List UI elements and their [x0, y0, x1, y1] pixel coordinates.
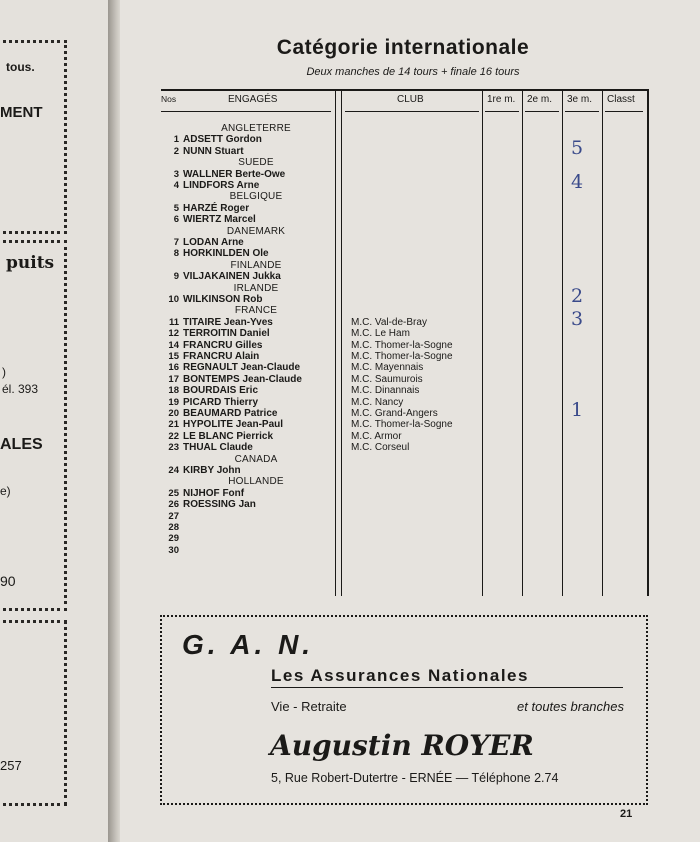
left-text: tous. [6, 60, 35, 74]
rider-number: 5 [173, 202, 179, 214]
rider-name: VILJAKAINEN Jukka [183, 271, 281, 283]
column-header: Classt [607, 94, 635, 105]
rider-number: 4 [173, 180, 179, 191]
country-label: IRLANDE [233, 282, 279, 294]
column-divider [522, 91, 523, 596]
handwritten-mark: 2 [571, 285, 584, 307]
rider-club: M.C. Saumurois [351, 373, 423, 385]
entries-table [161, 89, 649, 596]
country-label: SUEDE [238, 157, 274, 169]
rider-club: M.C. Val-de-Bray [351, 316, 427, 328]
rider-number: 9 [173, 271, 179, 283]
rider-number: 25 [168, 487, 179, 499]
rider-number: 27 [168, 510, 179, 522]
rider-name: TITAIRE Jean-Yves [183, 316, 273, 328]
left-text: él. 393 [2, 382, 39, 396]
ad-brand: G. A. N. [182, 629, 315, 660]
rider-club: M.C. Mayennais [351, 362, 424, 374]
column-header: CLUB [397, 94, 424, 105]
gan-advertisement [160, 615, 648, 805]
rider-number: 1 [173, 134, 179, 146]
country-label: CANADA [234, 453, 278, 465]
ad-agent-name: Augustin ROYER [270, 729, 534, 762]
ad-products: Vie - Retraite [271, 699, 347, 714]
ad-address: 5, Rue Robert-Dutertre - ERNÉE — Téléphone 2.74 [271, 771, 559, 785]
left-text: ) [2, 365, 6, 379]
rider-name: ADSETT Gordon [183, 134, 262, 146]
header-rule [525, 111, 559, 112]
right-page [120, 0, 700, 842]
rider-name: THUAL Claude [183, 442, 253, 454]
column-header: 2e m. [527, 94, 553, 105]
rider-name: HYPOLITE Jean-Paul [183, 419, 284, 431]
column-header: 3e m. [567, 94, 593, 105]
left-text: MENT [0, 104, 43, 121]
rider-number: 10 [168, 294, 179, 305]
rider-name: WALLNER Berte-Owe [183, 168, 286, 180]
rider-name: REGNAULT Jean-Claude [183, 362, 301, 374]
column-divider [562, 91, 563, 596]
rider-name: BONTEMPS Jean-Claude [183, 373, 302, 385]
column-header: 1re m. [487, 94, 516, 105]
left-ad-frame-bottom [0, 620, 67, 806]
rider-club: M.C. Le Ham [351, 328, 410, 340]
rider-name: LODAN Arne [183, 237, 244, 248]
header-rule [485, 111, 519, 112]
rider-number: 18 [168, 385, 179, 397]
rider-name: PICARD Thierry [183, 396, 259, 408]
rider-club: M.C. Corseul [351, 442, 410, 454]
rider-number: 6 [173, 214, 179, 226]
rider-name: LINDFORS Arne [183, 180, 260, 191]
handwritten-mark: 3 [571, 307, 584, 330]
rider-name: BEAUMARD Patrice [183, 408, 278, 419]
country-label: FRANCE [234, 305, 278, 317]
rider-name: FRANCRU Gilles [183, 339, 263, 351]
rider-number: 15 [168, 351, 179, 362]
left-text: ALES [0, 436, 43, 453]
rider-club: M.C. Thomer-la-Sogne [351, 419, 453, 431]
rider-club: M.C. Nancy [351, 396, 404, 408]
rider-name: HARZÉ Roger [183, 202, 250, 214]
rider-name: NIJHOF Fonf [183, 487, 245, 499]
left-page [0, 0, 112, 842]
rider-number: 30 [168, 544, 179, 556]
rider-number: 3 [173, 168, 179, 180]
ad-branches: et toutes branches [517, 699, 624, 714]
left-text: 90 [0, 573, 16, 589]
rider-name: LE BLANC Pierrick [183, 430, 274, 442]
country-label: DANEMARK [226, 225, 286, 237]
rider-number: 24 [168, 465, 179, 476]
rider-number: 23 [168, 442, 179, 454]
country-label: FINLANDE [230, 259, 282, 271]
rider-club: M.C. Armor [351, 430, 402, 442]
handwritten-mark: 4 [571, 171, 584, 193]
header-rule [161, 111, 331, 112]
rider-number: 17 [168, 373, 179, 385]
header-rule [565, 111, 599, 112]
rider-club: M.C. Thomer-la-Sogne [351, 351, 453, 362]
rider-number: 22 [168, 430, 179, 442]
page-title: Catégorie internationale [276, 36, 530, 59]
rider-number: 8 [173, 248, 179, 260]
rider-name: HORKINLDEN Ole [183, 248, 269, 260]
rider-name: ROESSING Jan [183, 499, 256, 511]
rider-number: 29 [168, 533, 179, 545]
left-text: e) [0, 484, 11, 498]
rider-name: NUNN Stuart [183, 145, 244, 157]
country-label: ANGLETERRE [221, 123, 291, 134]
rider-club: M.C. Grand-Angers [351, 408, 438, 419]
handwritten-mark: 5 [571, 136, 584, 159]
column-header: Nos [161, 94, 177, 104]
handwritten-mark: 1 [571, 399, 584, 421]
rider-number: 16 [168, 362, 179, 374]
column-divider [602, 91, 603, 596]
country-label: HOLLANDE [228, 476, 284, 488]
rider-number: 2 [173, 145, 179, 157]
rider-club: M.C. Dinannais [351, 385, 420, 397]
column-divider [482, 91, 483, 596]
column-header: ENGAGÉS [228, 94, 278, 105]
rider-name: BOURDAIS Eric [183, 385, 259, 397]
rider-number: 26 [168, 499, 179, 511]
rider-number: 20 [168, 408, 179, 419]
left-text: puits [6, 253, 55, 273]
page-number: 21 [620, 808, 633, 820]
ad-subtitle: Les Assurances Nationales [271, 666, 623, 688]
rider-number: 19 [168, 396, 179, 408]
rider-number: 11 [168, 316, 179, 328]
rider-number: 14 [168, 339, 179, 351]
header-rule [345, 111, 479, 112]
left-text: 257 [0, 758, 22, 773]
rider-name: WIERTZ Marcel [183, 214, 256, 226]
header-rule [605, 111, 643, 112]
rider-club: M.C. Thomer-la-Sogne [351, 339, 453, 351]
column-divider [341, 91, 342, 596]
country-label: BELGIQUE [229, 191, 283, 203]
left-ad-frame-middle [0, 240, 67, 611]
page-subtitle: Deux manches de 14 tours + finale 16 tours [306, 66, 520, 78]
rider-number: 7 [173, 237, 179, 248]
rider-name: WILKINSON Rob [183, 294, 263, 305]
rider-number: 21 [168, 419, 179, 431]
rider-number: 12 [168, 328, 179, 340]
rider-name: FRANCRU Alain [183, 351, 260, 362]
column-divider [335, 91, 336, 596]
rider-name: TERROITIN Daniel [183, 328, 270, 340]
rider-number: 28 [168, 522, 179, 533]
rider-name: KIRBY John [183, 465, 241, 476]
